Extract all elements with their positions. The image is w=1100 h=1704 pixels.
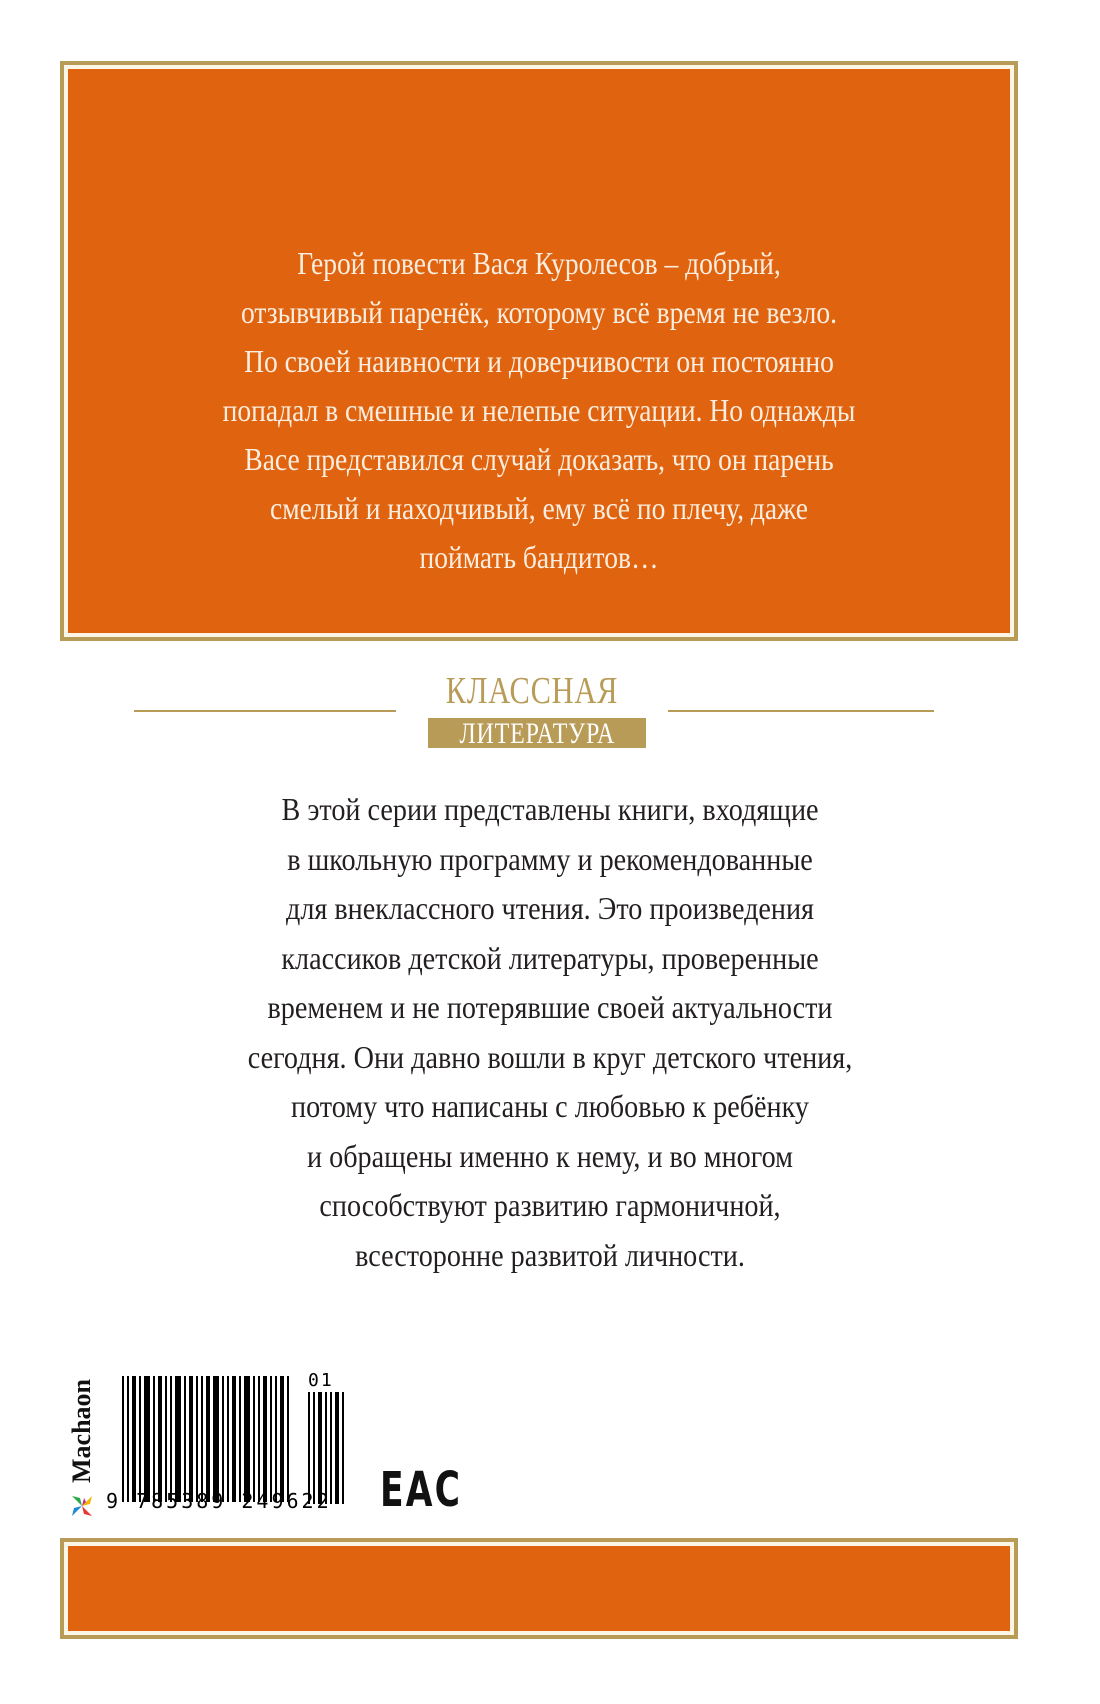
description-line: и обращены именно к нему, и во многом [307, 1137, 793, 1174]
description-line: В этой серии представлены книги, входящие [281, 791, 819, 827]
annotation-line: Герой повести Вася Куролесов – добрый, [297, 245, 781, 281]
series-title-bottom-text: ЛИТЕРАТУРА [459, 718, 615, 748]
series-title-top: КЛАССНАЯ [445, 670, 619, 712]
description-line: сегодня. Они давно вошли в круг детского чтения, [247, 1038, 853, 1075]
addon-barcode-bars [308, 1392, 348, 1504]
description-line: всесторонне развитой личности. [355, 1236, 745, 1273]
description-line: для внеклассного чтения. Это произведения [286, 890, 814, 926]
annotation-panel [68, 69, 1010, 633]
isbn-barcode [106, 1370, 358, 1514]
annotation-line: попадал в смешные и нелепые ситуации. Но однажды [222, 392, 856, 428]
description-line: способствуют развитию гармоничной, [319, 1187, 781, 1223]
annotation-text [134, 239, 944, 582]
series-logo [0, 668, 1100, 748]
bottom-band [60, 1538, 1018, 1639]
divider-left [134, 710, 396, 712]
series-title-bottom [428, 718, 646, 748]
annotation-line: отзывчивый паренёк, которому всё время не везло. [240, 294, 838, 330]
annotation-box [60, 61, 1018, 641]
barcode-bars [122, 1376, 300, 1502]
publisher-logo [64, 1376, 100, 1516]
addon-digits: 01 [308, 1370, 334, 1391]
description-line: в школьную программу и рекомендованные [287, 840, 813, 877]
divider-right [668, 710, 934, 712]
bottom-band-panel [68, 1546, 1010, 1631]
description-line: потому что написаны с любовью к ребёнку [291, 1088, 809, 1124]
isbn-digits: 9 785389 249622 [106, 1489, 332, 1513]
eac-certification-mark: EAC [380, 1462, 463, 1518]
annotation-line: смелый и находчивый, ему всё по плечу, даже [270, 490, 808, 526]
description-line: классиков детской литературы, проверенные [281, 939, 819, 976]
annotation-line: поймать бандитов… [419, 539, 659, 575]
description-line: временем и не потерявшие своей актуальности [267, 989, 833, 1025]
butterfly-logo-icon [70, 1494, 94, 1518]
annotation-line: По своей наивности и доверчивости он постоянно [244, 343, 834, 379]
publisher-name: Machaon [67, 1379, 96, 1483]
series-description [66, 785, 1034, 1280]
annotation-line: Васе представился случай доказать, что он парень [244, 441, 834, 477]
